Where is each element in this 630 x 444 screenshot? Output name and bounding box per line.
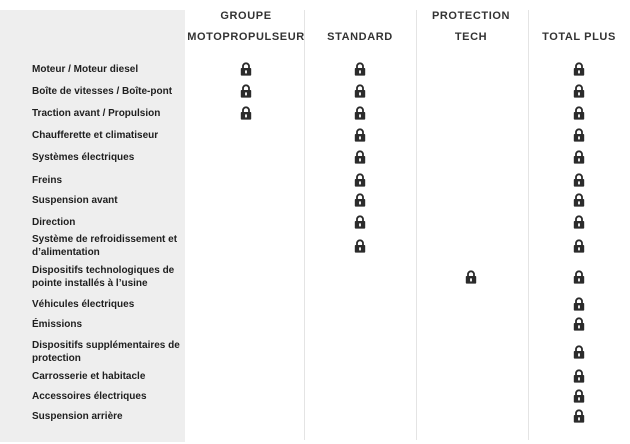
lock-icon [354,128,366,142]
column-divider [528,10,529,440]
lock-icon [465,270,477,284]
row-label: Direction [32,216,76,228]
column-header-groupe: GROUPE [220,10,272,22]
lock-icon [573,270,585,284]
lock-icon [573,215,585,229]
column-header-total: TOTAL PLUS [542,31,616,43]
row-label: Dispositifs technologiques de pointe installés à l’usine [32,265,175,289]
lock-icon [354,239,366,253]
lock-icon [573,389,585,403]
row-label: Accessoires électriques [32,390,147,402]
lock-icon [573,62,585,76]
row-label: Traction avant / Propulsion [32,107,161,119]
lock-icon [573,84,585,98]
row-label: Véhicules électriques [32,298,135,310]
column-divider [304,10,305,440]
column-header-groupe: MOTOPROPULSEUR [187,31,305,43]
row-label: Suspension arrière [32,410,123,422]
row-label: Chaufferette et climatiseur [32,129,159,141]
column-header-tech: TECH [454,31,488,43]
lock-icon [573,317,585,331]
lock-icon [354,193,366,207]
lock-icon [573,128,585,142]
row-label: Moteur / Moteur diesel [32,63,139,75]
row-label: Suspension avant [32,194,118,206]
row-label: Freins [32,174,63,186]
row-label: Boîte de vitesses / Boîte-pont [32,85,173,97]
row-label: Carrosserie et habitacle [32,370,146,382]
lock-icon [573,409,585,423]
lock-icon [573,297,585,311]
lock-icon [354,173,366,187]
lock-icon [573,106,585,120]
column-header-standard: STANDARD [327,31,393,43]
lock-icon [354,84,366,98]
lock-icon [354,62,366,76]
lock-icon [240,84,252,98]
column-divider [416,10,417,440]
row-label: Système de refroidissement et d’alimentation [32,234,178,258]
row-label: Dispositifs supplémentaires de protection [32,340,180,364]
lock-icon [354,150,366,164]
lock-icon [240,62,252,76]
row-label: Systèmes électriques [32,151,135,163]
lock-icon [573,239,585,253]
lock-icon [354,106,366,120]
lock-icon [354,215,366,229]
lock-icon [573,193,585,207]
lock-icon [573,369,585,383]
row-label: Émissions [32,318,83,330]
lock-icon [573,173,585,187]
column-header-tech: PROTECTION [431,10,511,22]
lock-icon [573,345,585,359]
lock-icon [573,150,585,164]
lock-icon [240,106,252,120]
